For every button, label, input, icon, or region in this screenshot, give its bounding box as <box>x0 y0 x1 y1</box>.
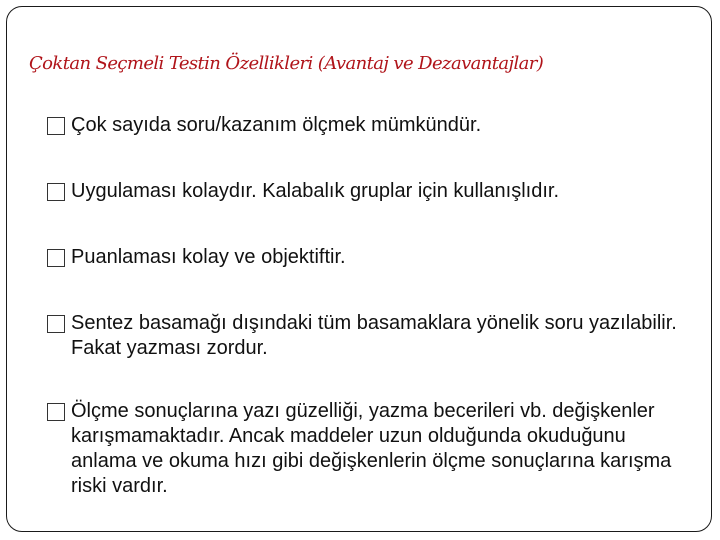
checkbox-bullet-icon <box>47 117 65 135</box>
bullet-text: Sentez basamağı dışındaki tüm basamaklara yönelik soru yazılabilir. Fakat yazması zordur. <box>71 312 677 359</box>
checkbox-bullet-icon <box>47 403 65 421</box>
list-item <box>47 179 687 204</box>
bullet-text: Çok sayıda soru/kazanım ölçmek mümkündür. <box>71 114 482 136</box>
checkbox-bullet-icon <box>47 183 65 201</box>
list-item <box>47 311 687 361</box>
list-item <box>47 113 687 138</box>
slide-title: Çoktan Seçmeli Testin Özellikleri (Avantaj ve Dezavantajlar) <box>29 53 544 74</box>
bullet-text: Ölçme sonuçlarına yazı güzelliği, yazma becerileri vb. değişkenler karışmamaktadır. Ancak maddeler uzun olduğunda okuduğunu anlama ve okuma hızı gibi değişkenlerin ölçme sonuçlarına karışma riski vardır. <box>71 400 672 497</box>
bullet-text: Uygulaması kolaydır. Kalabalık gruplar için kullanışlıdır. <box>71 180 560 202</box>
bullet-text: Puanlaması kolay ve objektiftir. <box>71 246 346 268</box>
list-item <box>47 245 687 270</box>
list-item <box>47 399 687 499</box>
checkbox-bullet-icon <box>47 249 65 267</box>
slide-frame <box>6 6 712 532</box>
checkbox-bullet-icon <box>47 315 65 333</box>
